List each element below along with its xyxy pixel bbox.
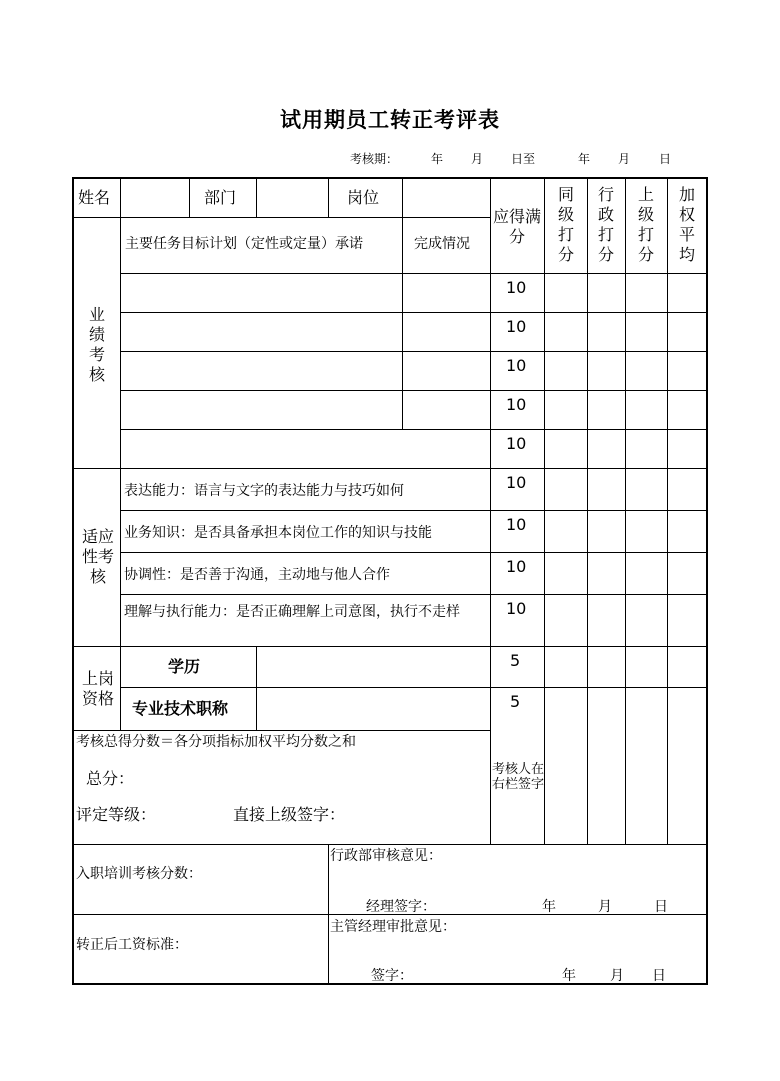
item-name: 业务知识： xyxy=(124,525,194,541)
adaptability-score: 10 xyxy=(506,557,527,576)
item-name: 理解与执行能力： xyxy=(124,604,236,620)
performance-score: 10 xyxy=(506,434,527,453)
director-day-label: 日 xyxy=(652,968,666,984)
performance-score: 10 xyxy=(506,278,527,297)
performance-section-label: 业绩考核 xyxy=(88,305,105,384)
qualification-score: 5 xyxy=(510,651,521,670)
superior-score-header: 上级打分 xyxy=(637,185,654,264)
weighted-average-header: 加权平均 xyxy=(678,185,695,264)
admin-year-label: 年 xyxy=(542,899,556,915)
evaluation-form-table xyxy=(72,177,708,985)
period-label: 考核期： xyxy=(350,152,399,166)
expression-item xyxy=(124,483,404,501)
score-formula: 考核总得分数＝各分项指标加权平均分数之和 xyxy=(76,734,356,750)
admin-day-label: 日 xyxy=(654,899,668,915)
training-score-label: 入职培训考核分数： xyxy=(76,866,202,882)
item-desc: 是否善于沟通，主动地与他人合作 xyxy=(180,567,390,583)
grade-label: 评定等级： xyxy=(76,805,157,824)
coordination-item xyxy=(124,567,390,585)
admin-score-header: 行政打分 xyxy=(597,185,614,264)
item-desc: 是否具备承担本岗位工作的知识与技能 xyxy=(194,525,432,541)
salary-standard-label: 转正后工资标准： xyxy=(76,937,188,953)
adaptability-score: 10 xyxy=(506,515,527,534)
manager-sign-label: 经理签字： xyxy=(366,899,436,915)
period-day-to-label: 日至 xyxy=(511,152,536,166)
performance-score: 10 xyxy=(506,356,527,375)
performance-score: 10 xyxy=(506,317,527,336)
peer-score-header: 同级打分 xyxy=(557,185,574,264)
period-day2-label: 日 xyxy=(659,152,672,166)
period-month-label: 月 xyxy=(471,152,484,166)
item-name: 协调性： xyxy=(124,567,180,583)
director-year-label: 年 xyxy=(562,968,576,984)
completion-header: 完成情况 xyxy=(414,236,470,252)
adaptability-section-label: 适应性考核 xyxy=(81,527,114,586)
full-score-header: 应得满分 xyxy=(492,207,541,246)
form-title: 试用期员工转正考评表 xyxy=(280,108,500,132)
adaptability-score: 10 xyxy=(506,599,527,618)
period-year2-label: 年 xyxy=(578,152,591,166)
position-label: 岗位 xyxy=(347,188,380,207)
period-year-label: 年 xyxy=(431,152,444,166)
item-desc: 是否正确理解上司意图，执行不走样 xyxy=(236,604,460,620)
task-plan-header: 主要任务目标计划（定性或定量）承诺 xyxy=(125,236,363,252)
director-approval-label: 主管经理审批意见： xyxy=(330,919,456,935)
qualification-score: 5 xyxy=(510,692,521,711)
admin-month-label: 月 xyxy=(598,899,612,915)
total-score-label: 总分： xyxy=(86,769,135,788)
knowledge-item xyxy=(124,525,432,543)
execution-item xyxy=(124,604,484,622)
title-label: 专业技术职称 xyxy=(132,699,229,718)
period-month2-label: 月 xyxy=(618,152,631,166)
reviewer-note: 考核人在右栏签字 xyxy=(492,762,545,792)
performance-score: 10 xyxy=(506,395,527,414)
education-label: 学历 xyxy=(168,657,201,676)
director-month-label: 月 xyxy=(610,968,624,984)
adaptability-score: 10 xyxy=(506,473,527,492)
name-label: 姓名 xyxy=(78,188,111,207)
supervisor-sign-label: 直接上级签字： xyxy=(233,805,346,824)
item-name: 表达能力： xyxy=(124,483,194,499)
item-desc: 语言与文字的表达能力与技巧如何 xyxy=(194,483,404,499)
department-label: 部门 xyxy=(204,188,237,207)
qualification-section-label: 上岗资格 xyxy=(81,669,114,708)
director-sign-label: 签字： xyxy=(371,968,413,984)
admin-review-label: 行政部审核意见： xyxy=(330,848,442,864)
